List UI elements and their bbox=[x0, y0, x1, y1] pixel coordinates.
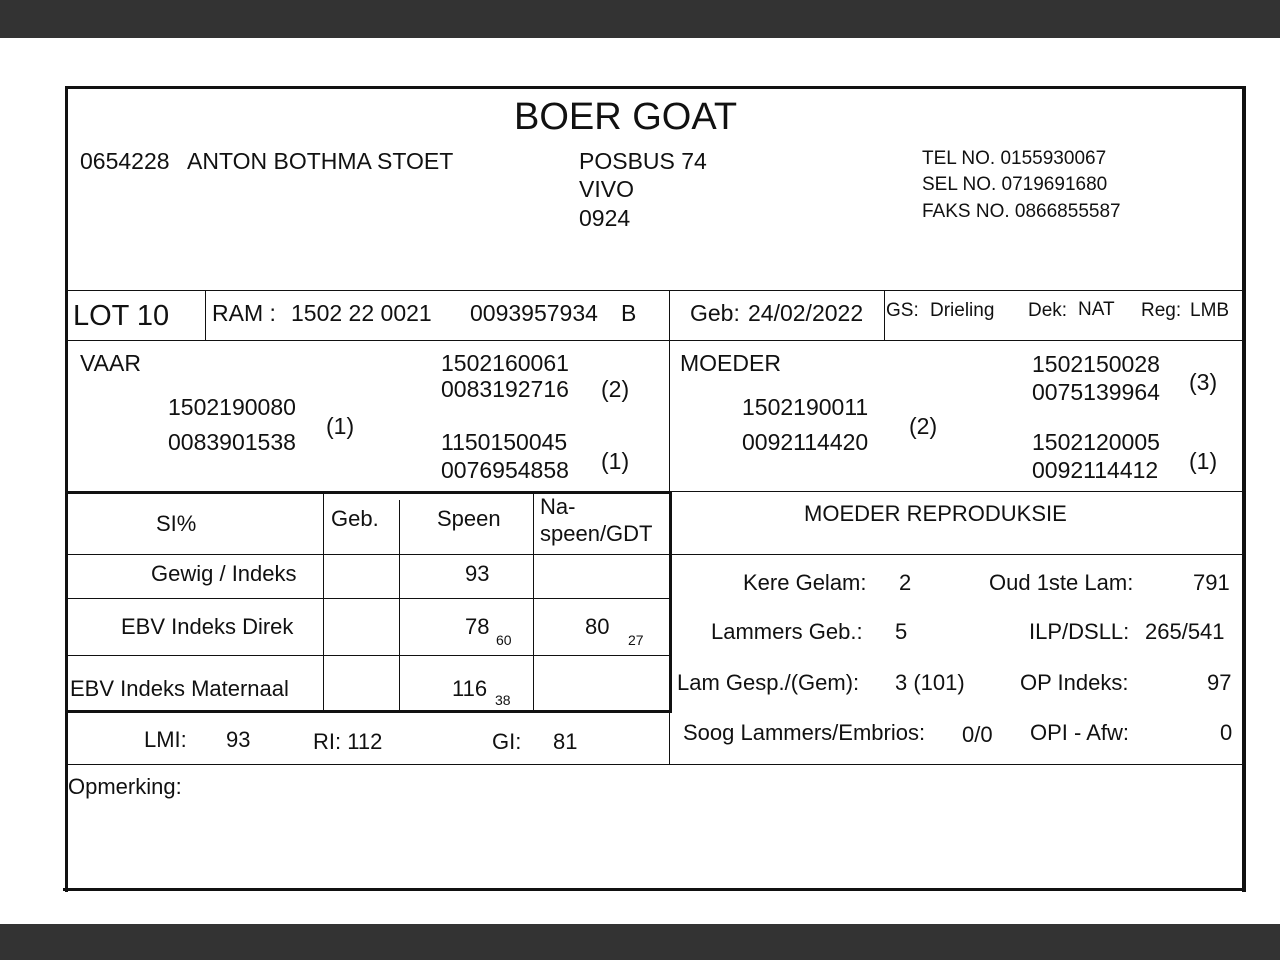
row-speen: 78 bbox=[465, 614, 490, 639]
oud-label: Oud 1ste Lam: bbox=[989, 570, 1134, 595]
breeder-code: 0654228 bbox=[80, 148, 170, 174]
geb-header: Geb. bbox=[331, 506, 379, 531]
ri-value: RI: 112 bbox=[313, 729, 383, 754]
dam-dam-id: 1502120005 bbox=[1032, 429, 1160, 455]
oud-value: 791 bbox=[1193, 570, 1230, 595]
gs-value: Drieling bbox=[930, 300, 995, 321]
reg-value: LMB bbox=[1190, 300, 1230, 321]
ram-id: 1502 22 0021 bbox=[291, 300, 432, 326]
op-label: OP Indeks: bbox=[1020, 670, 1129, 695]
breeder-name: ANTON BOTHMA STOET bbox=[187, 148, 454, 174]
card-title: BOER GOAT bbox=[514, 96, 738, 138]
row-naspeen: 80 bbox=[585, 614, 610, 639]
row-speen: 116 bbox=[452, 676, 488, 701]
remarks-label: Opmerking: bbox=[68, 774, 182, 799]
sire-id: 1502190080 bbox=[168, 394, 296, 420]
speen-header: Speen bbox=[437, 506, 501, 531]
row-speen: 93 bbox=[465, 561, 490, 586]
row-naspeen-sub: 27 bbox=[628, 632, 644, 648]
ilp-value: 265/541 bbox=[1145, 619, 1225, 644]
birth-date: 24/02/2022 bbox=[748, 300, 864, 326]
dam-dam-count: (1) bbox=[1189, 448, 1218, 474]
ilp-label: ILP/DSLL: bbox=[1029, 619, 1130, 644]
contact-tel: TEL NO. 0155930067 bbox=[922, 148, 1107, 169]
sire-sire-reg: 0083192716 bbox=[441, 376, 569, 402]
dam-sire-id: 1502150028 bbox=[1032, 351, 1160, 377]
address-line-2: VIVO bbox=[579, 176, 634, 202]
row-label: Gewig / Indeks bbox=[151, 561, 297, 586]
sire-reg: 0083901538 bbox=[168, 429, 296, 455]
sire-sire-count: (2) bbox=[601, 376, 630, 402]
lammers-geb-value: 5 bbox=[895, 619, 908, 644]
lmi-value: 93 bbox=[226, 727, 251, 752]
opi-label: OPI - Afw: bbox=[1030, 720, 1130, 745]
naspeen-header-1: Na- bbox=[540, 494, 576, 519]
op-value: 97 bbox=[1207, 670, 1232, 695]
ram-grade: B bbox=[621, 300, 637, 326]
address-line-3: 0924 bbox=[579, 205, 631, 231]
sire-count: (1) bbox=[326, 413, 355, 439]
sire-sire-id: 1502160061 bbox=[441, 350, 569, 376]
dam-id: 1502190011 bbox=[742, 394, 869, 420]
dam-sire-count: (3) bbox=[1189, 369, 1218, 395]
kere-gelam-value: 2 bbox=[899, 570, 912, 595]
lmi-label: LMI: bbox=[144, 727, 187, 752]
lot-number: LOT 10 bbox=[73, 300, 170, 332]
si-header: SI% bbox=[156, 511, 197, 536]
dam-reg: 0092114420 bbox=[742, 429, 869, 455]
row-speen-sub: 38 bbox=[495, 692, 511, 708]
sire-dam-id: 1150150045 bbox=[441, 429, 568, 455]
dek-value: NAT bbox=[1078, 299, 1115, 320]
sire-label: VAAR bbox=[80, 350, 141, 376]
dam-sire-reg: 0075139964 bbox=[1032, 379, 1160, 405]
contact-faks: FAKS NO. 0866855587 bbox=[922, 201, 1121, 222]
gi-label: GI: bbox=[492, 729, 522, 754]
birth-label: Geb: bbox=[690, 300, 740, 326]
naspeen-header-2: speen/GDT bbox=[540, 521, 653, 546]
gi-value: 81 bbox=[553, 729, 578, 754]
sire-dam-count: (1) bbox=[601, 448, 630, 474]
sire-dam-reg: 0076954858 bbox=[441, 457, 569, 483]
row-label: EBV Indeks Direk bbox=[121, 614, 294, 639]
opi-value: 0 bbox=[1220, 720, 1233, 745]
dam-count: (2) bbox=[909, 413, 938, 439]
soog-value: 0/0 bbox=[962, 722, 993, 747]
lam-gesp-value: 3 (101) bbox=[895, 670, 965, 695]
bottom-bar bbox=[0, 924, 1280, 960]
reg-label: Reg: bbox=[1141, 300, 1182, 321]
row-speen-sub: 60 bbox=[496, 632, 512, 648]
lam-gesp-label: Lam Gesp./(Gem): bbox=[677, 670, 860, 695]
gs-label: GS: bbox=[886, 300, 919, 321]
kere-gelam-label: Kere Gelam: bbox=[743, 570, 867, 595]
ram-reg-number: 0093957934 bbox=[470, 300, 598, 326]
contact-sel: SEL NO. 0719691680 bbox=[922, 174, 1108, 195]
lammers-geb-label: Lammers Geb.: bbox=[711, 619, 863, 644]
dam-label: MOEDER bbox=[680, 350, 781, 376]
address-line-1: POSBUS 74 bbox=[579, 148, 707, 174]
soog-label: Soog Lammers/Embrios: bbox=[683, 720, 926, 745]
ram-label: RAM : bbox=[212, 300, 276, 326]
dam-dam-reg: 0092114412 bbox=[1032, 457, 1159, 483]
dek-label: Dek: bbox=[1028, 300, 1068, 321]
row-label: EBV Indeks Maternaal bbox=[70, 676, 289, 701]
reproduction-title: MOEDER REPRODUKSIE bbox=[804, 501, 1067, 526]
top-bar bbox=[0, 0, 1280, 38]
